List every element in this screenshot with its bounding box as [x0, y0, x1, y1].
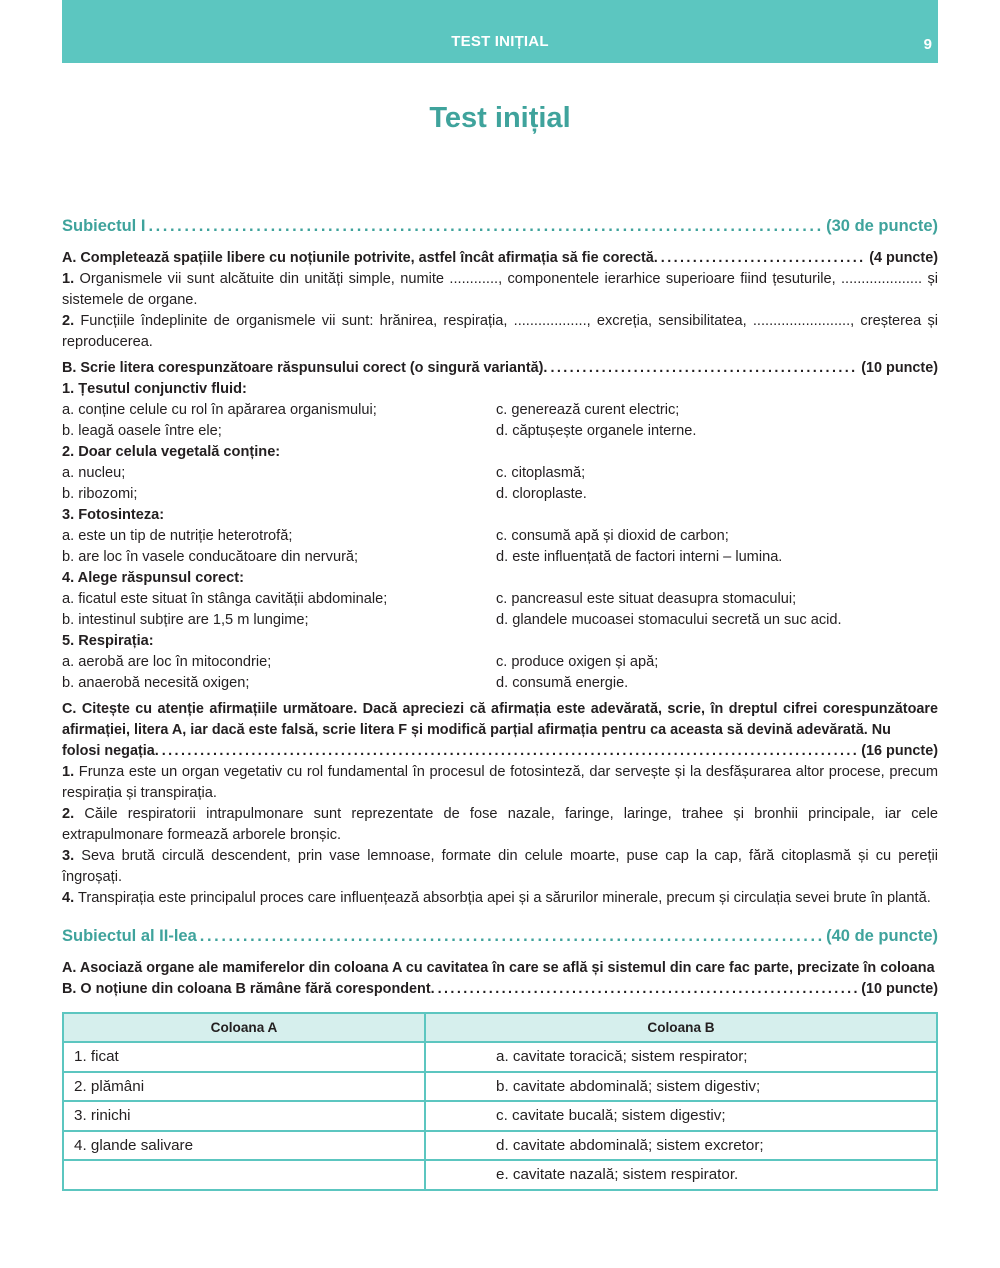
option-c: c. generează curent electric;	[496, 402, 680, 418]
question-title: 3. Fotosinteza:	[62, 507, 165, 523]
dot-leader	[148, 217, 823, 236]
question-1	[62, 379, 938, 442]
subject-1-heading	[62, 217, 938, 243]
option-c: c. produce oxigen și apă;	[496, 654, 659, 670]
option-d: d. cloroplaste.	[496, 486, 587, 502]
page-title: Test inițial	[429, 102, 571, 134]
option-d: d. consumă energie.	[496, 675, 629, 691]
table-row	[63, 1160, 937, 1190]
task-c-points: (16 puncte)	[861, 743, 938, 759]
option-c: c. pancreasul este situat deasupra stomacului;	[496, 591, 797, 607]
document-body	[62, 217, 938, 1191]
task-a-points: (4 puncte)	[869, 250, 938, 266]
task-a-title: A. Completează spațiile libere cu noțiunile potrivite, astfel încât afirmația să fie corectă.	[62, 250, 658, 266]
option-b: b. ribozomi;	[62, 486, 138, 502]
question-options	[62, 463, 938, 505]
option-d: d. glandele mucoasei stomacului secretă un suc acid.	[496, 612, 842, 628]
column-b-cell: a. cavitate toracică; sistem respirator;	[425, 1042, 937, 1072]
column-a-cell	[63, 1160, 425, 1190]
question-title: 5. Respirația:	[62, 633, 154, 649]
option-b: b. intestinul subțire are 1,5 m lungime;	[62, 612, 309, 628]
option-c: c. citoplasmă;	[496, 465, 586, 481]
item-number: 1.	[62, 764, 75, 780]
table-header-row	[63, 1013, 937, 1042]
column-a-cell: 4. glande salivare	[63, 1131, 425, 1161]
option-a: a. este un tip de nutriție heterotrofă;	[62, 528, 293, 544]
option-b: b. are loc în vasele conducătoare din nervură;	[62, 549, 359, 565]
task-b-heading	[62, 358, 938, 379]
subject-2-title: Subiectul al II-lea	[62, 927, 197, 945]
option-d: d. este influențată de factori interni – lumina.	[496, 549, 783, 565]
option-d: d. căptușește organele interne.	[496, 423, 697, 439]
item-text: Transpirația este principalul proces care influențează absorbția apei și a sărurilor minerale, precum și circulația sevei brute în plantă.	[74, 890, 931, 906]
dot-leader	[162, 741, 858, 762]
option-a: a. nucleu;	[62, 465, 126, 481]
item-number: 4.	[62, 890, 75, 906]
item-text: Seva brută circulă descendent, prin vase lemnoase, formate din celule moarte, puse cap la cap, fără citoplasmă și cu pereții îngroșați.	[62, 848, 938, 885]
item-text: Frunza este un organ vegetativ cu rol fundamental în procesul de fotosinteză, dar servește și la desfășurarea altor procese, precum respirația și transpirația.	[62, 764, 938, 801]
task-a-item-2	[62, 311, 938, 353]
page-header-band	[62, 0, 938, 63]
table-row	[63, 1042, 937, 1072]
task-c-item-3	[62, 846, 938, 888]
option-a: a. ficatul este situat în stânga cavității abdominale;	[62, 591, 388, 607]
subject-2-task-a-heading-end	[62, 979, 938, 1000]
task-c-item-4	[62, 888, 938, 909]
question-title: 4. Alege răspunsul corect:	[62, 570, 244, 586]
item-number: 2.	[62, 313, 75, 329]
question-options	[62, 526, 938, 568]
subject-2-points: (40 de puncte)	[826, 927, 938, 945]
column-b-cell: e. cavitate nazală; sistem respirator.	[425, 1160, 937, 1190]
table-row	[63, 1131, 937, 1161]
column-a-cell: 3. rinichi	[63, 1101, 425, 1131]
option-b: b. leagă oasele între ele;	[62, 423, 222, 439]
subject-1-title: Subiectul I	[62, 217, 146, 235]
task-b-title: B. Scrie litera corespunzătoare răspunsului corect (o singură variantă).	[62, 360, 548, 376]
option-b: b. anaerobă necesită oxigen;	[62, 675, 250, 691]
dot-leader	[550, 358, 858, 379]
column-a-cell: 1. ficat	[63, 1042, 425, 1072]
option-a: a. aerobă are loc în mitocondrie;	[62, 654, 272, 670]
question-2	[62, 442, 938, 505]
task-a-item-1	[62, 269, 938, 311]
subject-2-task-a-points: (10 puncte)	[861, 981, 938, 997]
page-number: 9	[923, 36, 932, 53]
question-title: 2. Doar celula vegetală conține:	[62, 444, 281, 460]
subject-2-task-a-title-end: B. O noțiune din coloana B rămâne fără corespondent.	[62, 981, 435, 997]
task-c-item-1	[62, 762, 938, 804]
column-b-header: Coloana B	[425, 1013, 937, 1042]
subject-1-points: (30 de puncte)	[826, 217, 938, 235]
option-c: c. consumă apă și dioxid de carbon;	[496, 528, 729, 544]
task-c-title-end: folosi negația.	[62, 743, 159, 759]
question-5	[62, 631, 938, 694]
question-options	[62, 400, 938, 442]
question-title: 1. Țesutul conjunctiv fluid:	[62, 381, 247, 397]
task-c-title: C. Citește cu atenție afirmațiile următoare. Dacă apreciezi că afirmația este adevărată, scrie, în dreptul cifrei corespunzătoare afirmației, litera A, iar dacă este falsă, scrie litera F și modifică parțial afirmația pentru ca aceasta să devină adevărată. Nu	[62, 701, 938, 738]
column-b-cell: b. cavitate abdominală; sistem digestiv;	[425, 1072, 937, 1102]
item-text: Căile respiratorii intrapulmonare sunt reprezentate de fose nazale, faringe, laringe, trahee și bronhii principale, iar cele extrapulmonare formează arborele bronșic.	[62, 806, 938, 843]
table-row	[63, 1101, 937, 1131]
task-b-points: (10 puncte)	[861, 360, 938, 376]
column-a-header: Coloana A	[63, 1013, 425, 1042]
dot-leader	[438, 979, 859, 1000]
dot-leader	[200, 927, 823, 946]
item-number: 2.	[62, 806, 75, 822]
question-3	[62, 505, 938, 568]
item-text: Funcțiile îndeplinite de organismele vii sunt: hrănirea, respirația, .................., excreția, sensibilitatea, ........................, creșterea și reproducerea.	[62, 313, 938, 350]
option-a: a. conține celule cu rol în apărarea organismului;	[62, 402, 377, 418]
item-text: Organismele vii sunt alcătuite din unități simple, numite ............, componentele ierarhice superioare fiind țesuturile, .................... și sistemele de organe.	[62, 271, 938, 308]
task-c-item-2	[62, 804, 938, 846]
running-header-title: TEST INIȚIAL	[451, 33, 549, 50]
question-4	[62, 568, 938, 631]
column-b-cell: c. cavitate bucală; sistem digestiv;	[425, 1101, 937, 1131]
task-a-heading	[62, 248, 938, 269]
matching-table	[62, 1012, 938, 1191]
subject-2-heading	[62, 927, 938, 953]
table-row	[63, 1072, 937, 1102]
item-number: 3.	[62, 848, 75, 864]
column-b-cell: d. cavitate abdominală; sistem excretor;	[425, 1131, 937, 1161]
subject-2-task-a-title: A. Asociază organe ale mamiferelor din coloana A cu cavitatea în care se află și sistemul din care fac parte, precizate în coloana	[62, 960, 935, 976]
column-a-cell: 2. plămâni	[63, 1072, 425, 1102]
item-number: 1.	[62, 271, 75, 287]
task-c-heading-end	[62, 741, 938, 762]
question-options	[62, 589, 938, 631]
dot-leader	[661, 248, 866, 269]
question-options	[62, 652, 938, 694]
